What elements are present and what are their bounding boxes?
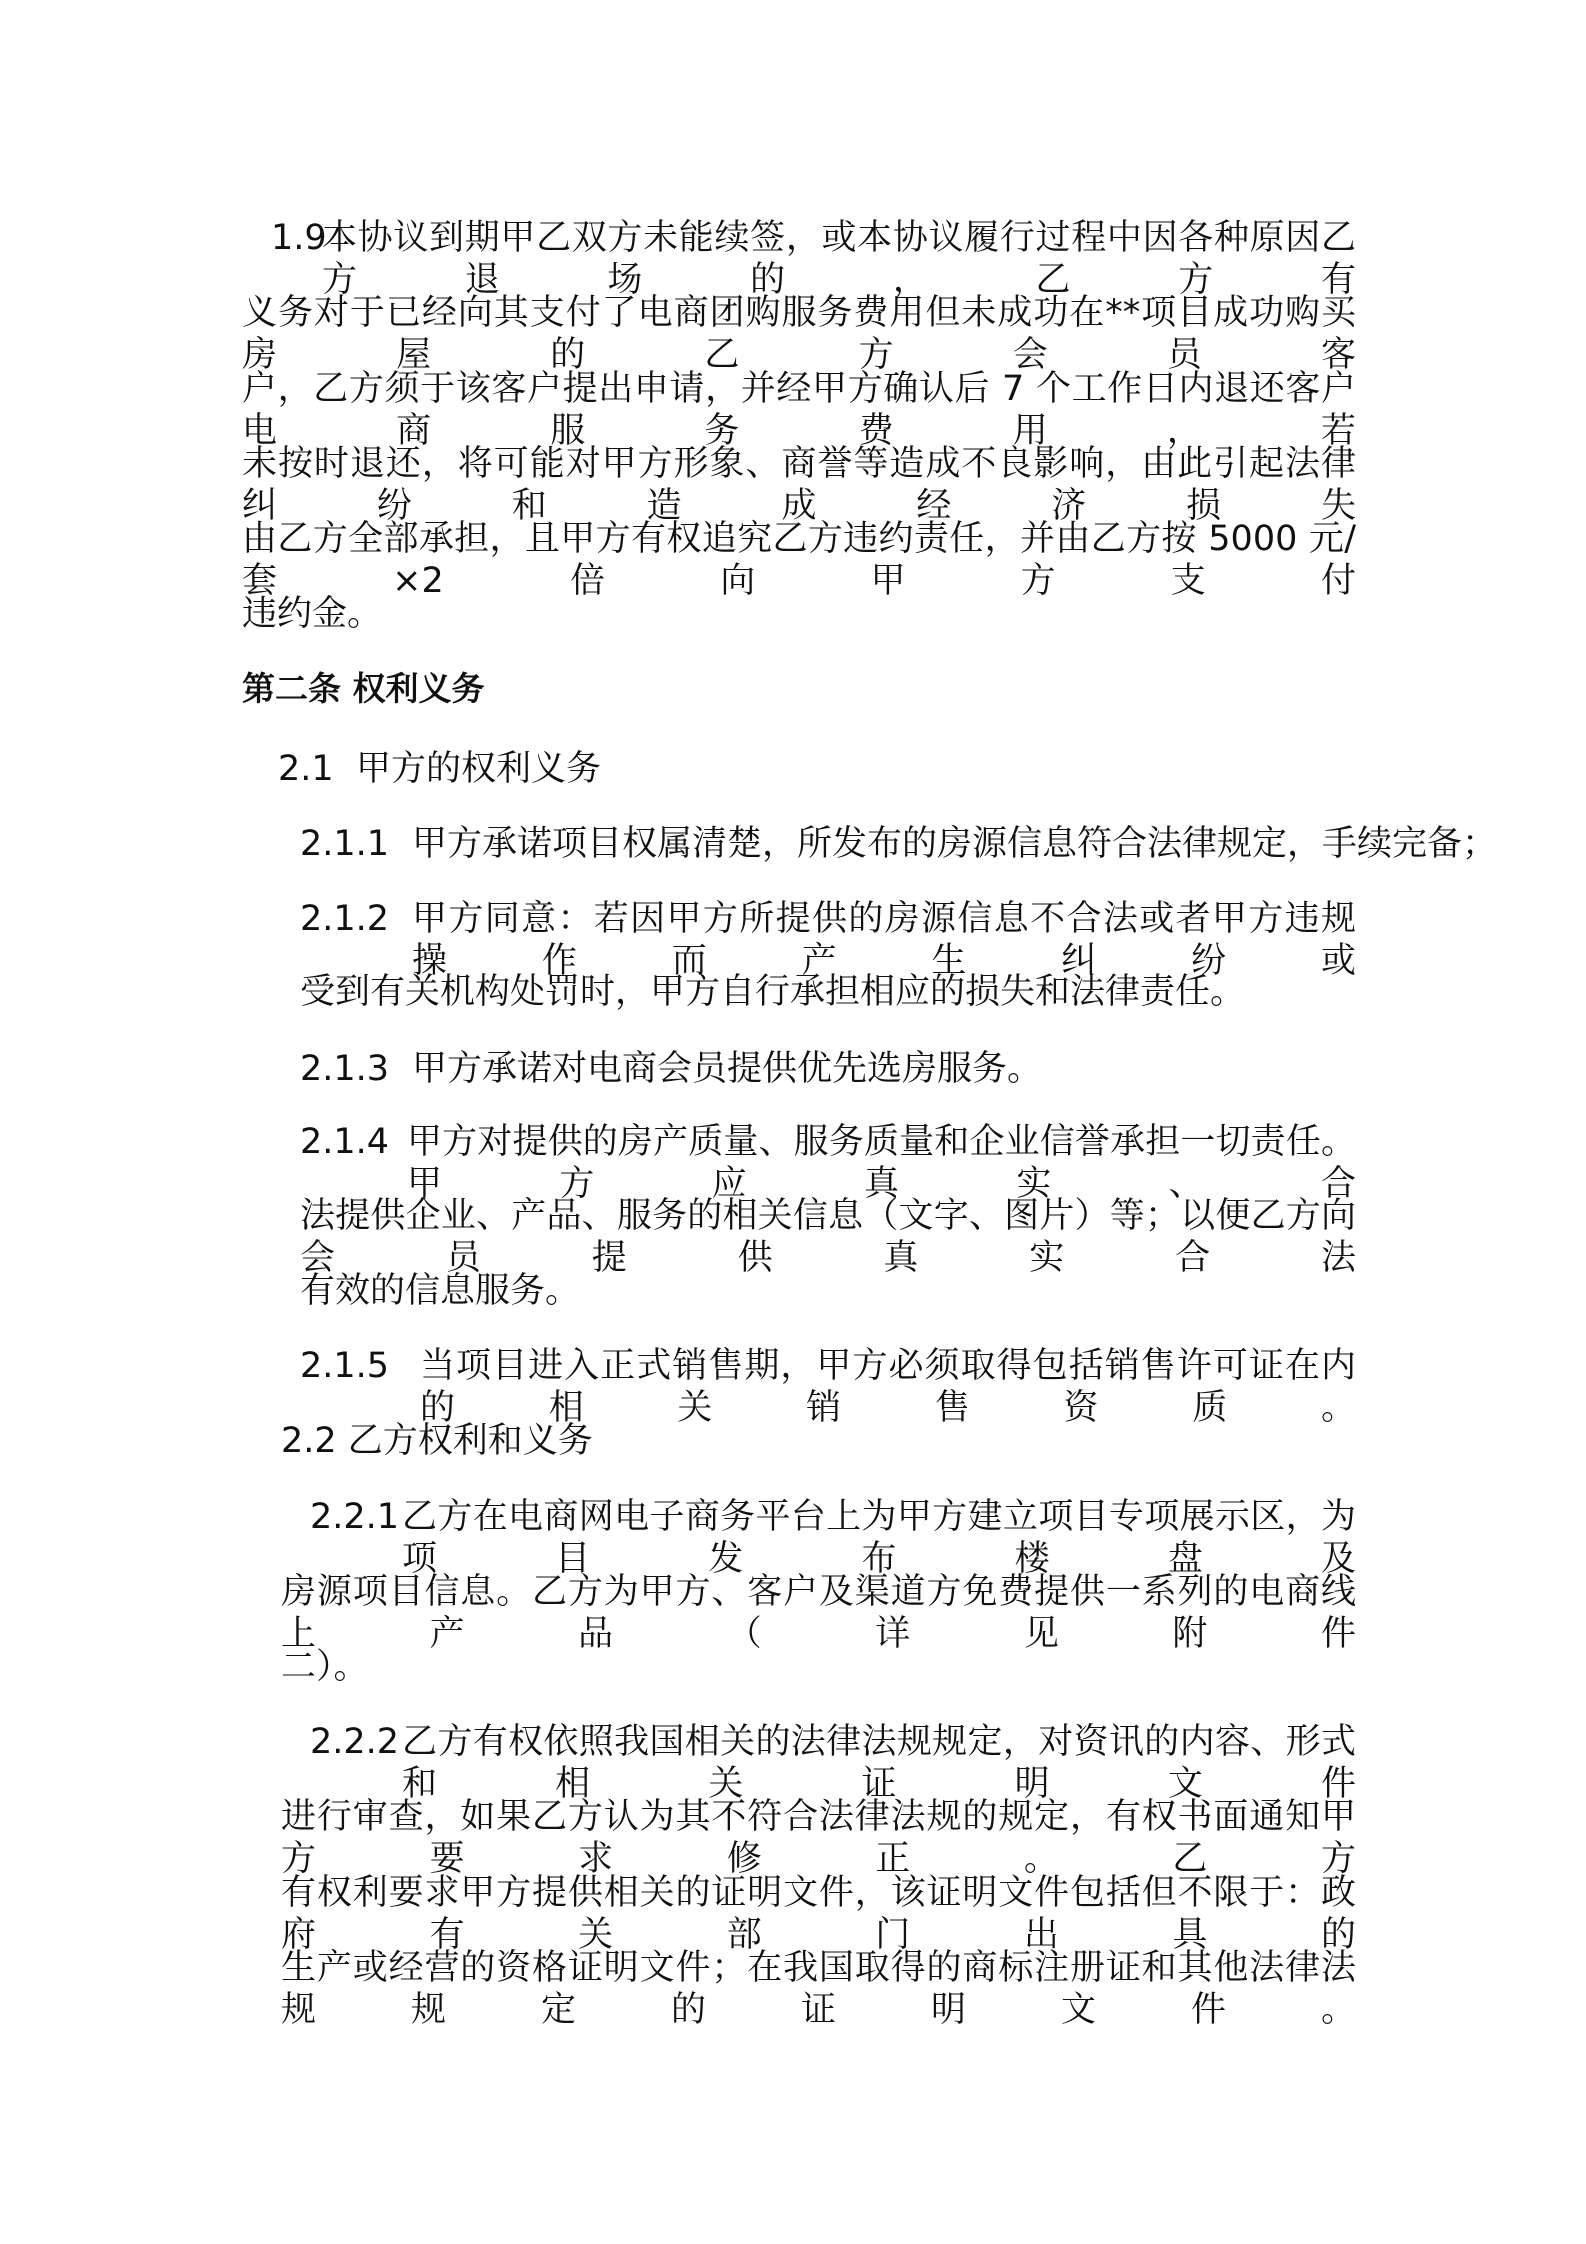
clause-line: 进行审查，如果乙方认为其不符合法律法规的规定，有权书面通知甲方要求修正。乙方 <box>281 1797 1356 1879</box>
clause-line: 甲方对提供的房产质量、服务质量和企业信誉承担一切责任。甲方应真实、合 <box>407 1122 1356 1204</box>
clause-number: 1.9 <box>271 218 327 258</box>
section-number: 2.1 <box>278 749 334 789</box>
clause-line: 生产或经营的资格证明文件；在我国取得的商标注册证和其他法律法规规定的证明文件。 <box>281 1948 1356 2030</box>
clause-line: 甲方同意：若因甲方所提供的房源信息不合法或者甲方违规操作而产生纠纷或 <box>412 899 1356 981</box>
clause-line: 房源项目信息。乙方为甲方、客户及渠道方免费提供一系列的电商线上产品（详见附件 <box>281 1572 1356 1654</box>
clause-line: 义务对于已经向其支付了电商团购服务费用但未成功在**项目成功购买房屋的乙方会员客 <box>242 293 1356 375</box>
section-heading: 甲方的权利义务 <box>356 749 602 789</box>
clause-line: 甲方承诺项目权属清楚，所发布的房源信息符合法律规定，手续完备； <box>412 824 1498 864</box>
clause-line: 本协议到期甲乙双方未能续签，或本协议履行过程中因各种原因乙方退场的，乙方有 <box>322 218 1356 300</box>
clause-number: 2.1.5 <box>300 1346 390 1386</box>
clause-line: 未按时退还，将可能对甲方形象、商誉等造成不良影响，由此引起法律纠纷和造成经济损失 <box>242 444 1356 526</box>
clause-line: 二）。 <box>281 1647 369 1687</box>
clause-line: 有效的信息服务。 <box>300 1271 581 1311</box>
article-heading: 第二条 权利义务 <box>242 669 485 708</box>
clause-number: 2.1.2 <box>300 899 390 939</box>
clause-line: 有权利要求甲方提供相关的证明文件，该证明文件包括但不限于：政府有关部门出具的 <box>281 1873 1356 1955</box>
clause-line: 受到有关机构处罚时，甲方自行承担相应的损失和法律责任。 <box>300 972 1246 1012</box>
clause-number: 2.1.1 <box>300 824 390 864</box>
clause-line: 户，乙方须于该客户提出申请，并经甲方确认后 7 个工作日内退还客户电商服务费用，若 <box>242 369 1356 451</box>
clause-number: 2.2.2 <box>310 1722 400 1762</box>
clause-line: 由乙方全部承担，且甲方有权追究乙方违约责任，并由乙方按 5000 元/套×2 倍向甲方支付 <box>242 519 1356 601</box>
clause-number: 2.1.3 <box>300 1049 390 1089</box>
clause-line: 当项目进入正式销售期，甲方必须取得包括销售许可证在内的相关销售资质。 <box>420 1346 1356 1428</box>
clause-line: 乙方有权依照我国相关的法律法规规定，对资讯的内容、形式和相关证明文件 <box>402 1722 1356 1804</box>
clause-number: 2.2.1 <box>310 1497 400 1537</box>
clause-line: 甲方承诺对电商会员提供优先选房服务。 <box>412 1049 1043 1089</box>
section-heading: 2.2 乙方权利和义务 <box>281 1421 593 1461</box>
clause-line: 法提供企业、产品、服务的相关信息（文字、图片）等；以便乙方向会员提供真实合法 <box>300 1196 1356 1278</box>
clause-line: 违约金。 <box>242 594 383 634</box>
clause-line: 乙方在电商网电子商务平台上为甲方建立项目专项展示区，为项目发布楼盘及 <box>402 1497 1356 1579</box>
clause-number: 2.1.4 <box>300 1122 390 1162</box>
